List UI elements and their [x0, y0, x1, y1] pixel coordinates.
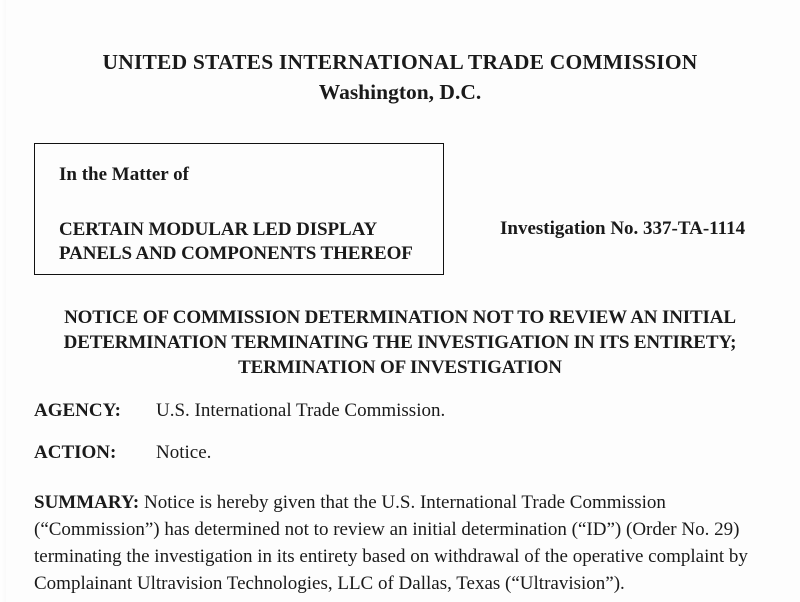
summary-text: Notice is hereby given that the U.S. International Trade Commission (“Commission”) has determined not to review an initial determination (“ID”) (Order No. 29) terminating the investigation in its entirety based on withdrawal of the operative complaint by Complainant Ultravision Technologies, LLC of Dallas, Texas (“Ultravision”).	[34, 492, 748, 595]
action-field-value: Notice.	[156, 442, 212, 464]
notice-title-line-3: TERMINATION OF INVESTIGATION	[238, 357, 562, 379]
agency-field-value: U.S. International Trade Commission.	[156, 400, 446, 422]
location-heading: Washington, D.C.	[318, 80, 482, 104]
in-the-matter-of-label: In the Matter of	[59, 164, 189, 185]
summary-paragraph	[34, 490, 766, 598]
caption-box	[34, 143, 444, 275]
agency-field-label: AGENCY:	[34, 400, 121, 422]
caption-area	[34, 143, 766, 281]
agency-field	[34, 400, 766, 422]
investigation-number: Investigation No. 337-TA-1114	[500, 218, 746, 239]
notice-title-line-2: DETERMINATION TERMINATING THE INVESTIGATION IN ITS ENTIRETY;	[63, 332, 737, 354]
action-field	[34, 442, 766, 464]
case-title-line-1: CERTAIN MODULAR LED DISPLAY	[59, 219, 378, 240]
notice-title-line-1: NOTICE OF COMMISSION DETERMINATION NOT TO REVIEW AN INITIAL	[64, 307, 736, 328]
notice-title	[34, 305, 766, 380]
case-title	[59, 218, 443, 267]
document-header	[34, 50, 766, 105]
agency-heading: UNITED STATES INTERNATIONAL TRADE COMMISSION	[102, 50, 698, 74]
scan-edge-artifact	[0, 0, 6, 602]
case-title-line-2: PANELS AND COMPONENTS THEREOF	[59, 243, 413, 265]
summary-label: SUMMARY:	[34, 492, 140, 514]
action-field-label: ACTION:	[34, 442, 117, 464]
